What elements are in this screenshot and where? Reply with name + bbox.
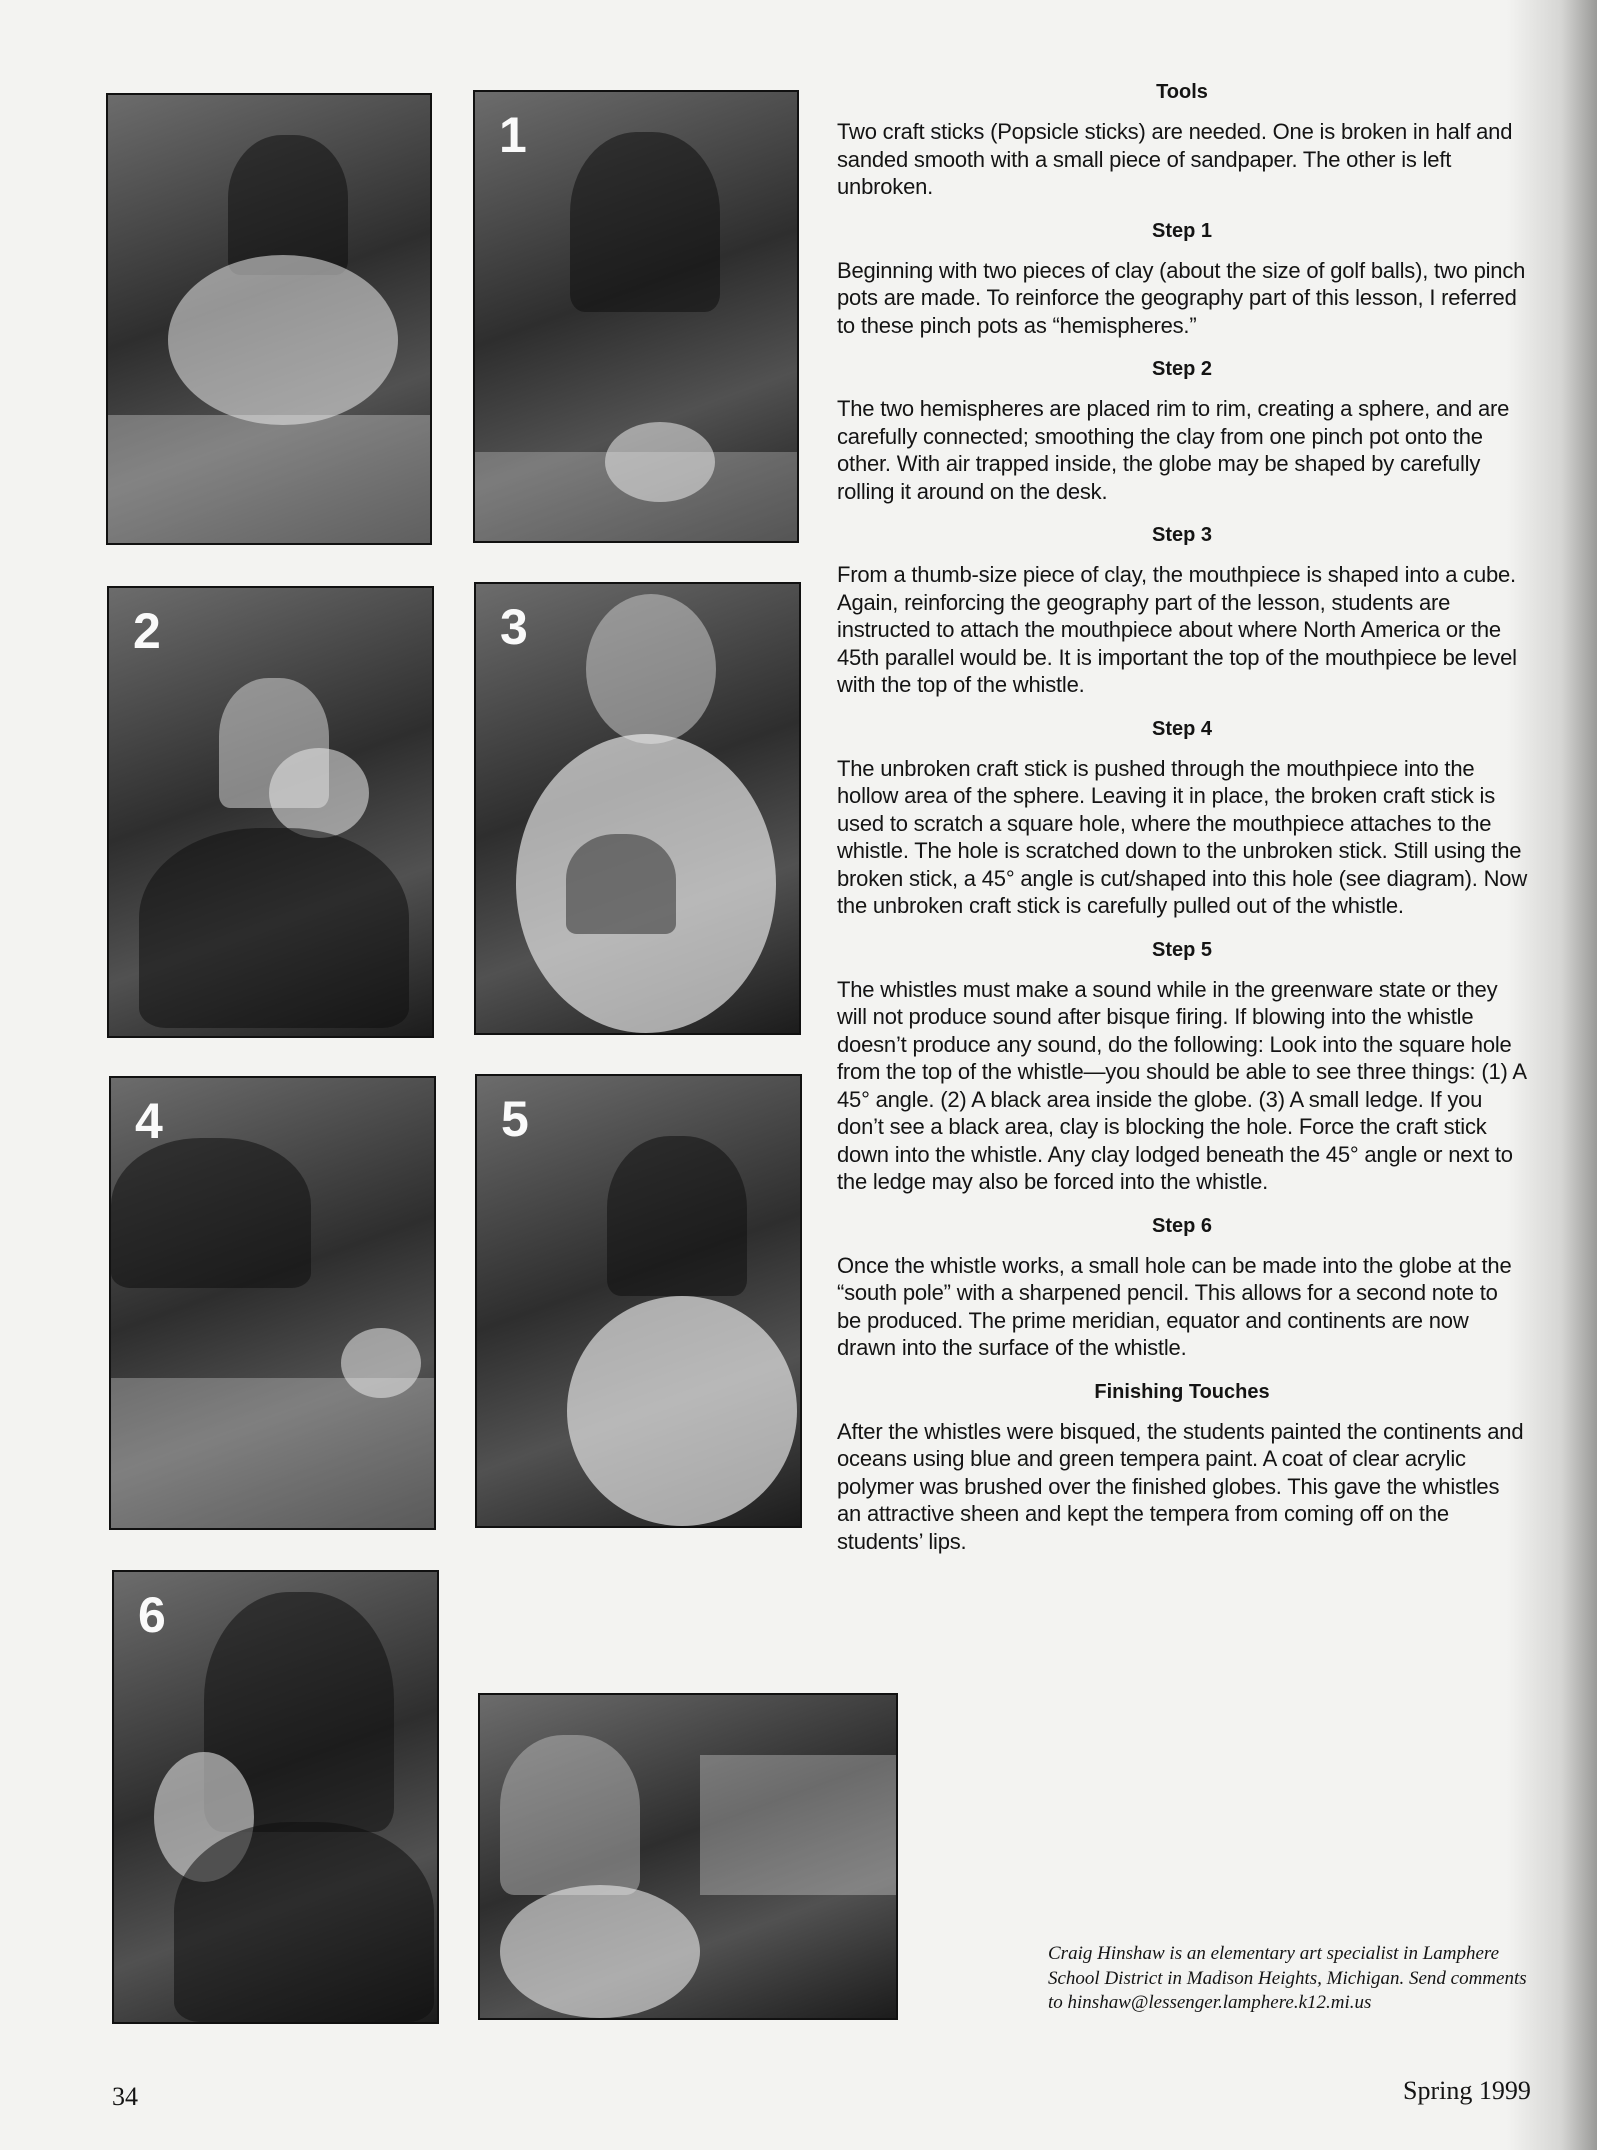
section-heading: Tools [1156,81,1208,103]
photo-step-3 [474,582,801,1035]
section-body: Two craft sticks (Popsicle sticks) are needed. One is broken in half and sanded smooth with a small piece of sandpaper. The other is left unbroken. [837,119,1513,199]
section-heading: Step 5 [1151,938,1213,961]
section-step-2 [837,357,1527,505]
section-step-6 [837,1214,1527,1362]
photo-intro [106,93,432,545]
photo-finished [478,1693,898,2020]
photo-step-5 [475,1074,802,1528]
section-step-3 [837,523,1527,699]
photo-number: 6 [138,1587,166,1643]
section-body: Once the whistle works, a small hole can be made into the globe at the “south pole” with a sharpened pencil. This allows for a second note to be produced. The prime meridian, equator and continents are now drawn into the surface of the whistle. [837,1252,1512,1360]
photo-number: 5 [501,1091,529,1147]
photo-number: 2 [133,603,161,659]
photo-number: 3 [500,599,528,655]
section-body: From a thumb-size piece of clay, the mouthpiece is shaped into a cube. Again, reinforcing the geography part of the lesson, students are instructed to attach the mouthpiece about where North America or the 45th parallel would be. It is important the top of the mouthpiece be level with the top of the whistle. [837,562,1517,697]
section-step-5 [837,938,1527,1196]
section-body: The unbroken craft stick is pushed through the mouthpiece into the hollow area of the sphere. Leaving it in place, the broken craft stick is used to scratch a square hole, where the mouthpiece attaches to the whistle. The hole is scratched down to the unbroken stick. Still using the broken stick, a 45° angle is cut/shaped into this hole (see diagram). Now the unbroken craft stick is carefully pulled out of the whistle. [837,755,1528,918]
section-body: The two hemispheres are placed rim to rim, creating a sphere, and are carefully connected; smoothing the clay from one pinch pot onto the other. With air trapped inside, the globe may be shaped by carefully rolling it around on the desk. [837,396,1510,504]
section-step-4 [837,717,1527,920]
section-body: The whistles must make a sound while in the greenware state or they will not produce sound after bisque firing. If blowing into the whistle doesn’t produce any sound, do the following: Look into the square hole from the top of the whistle—you should be able to see three things: (1) A 45° angle. (2) A black area inside the globe. (3) A small ledge. If you don’t see a black area, clay is blocking the hole. Force the craft stick down into the whistle. Any clay lodged beneath the 45° angle or next to the ledge may also be forced into the whistle. [837,976,1526,1194]
section-finishing-touches [837,1380,1527,1556]
photo-number: 4 [135,1093,163,1149]
section-tools [837,80,1527,201]
photo-step-2 [107,586,434,1038]
page-number: 34 [112,2082,138,2111]
article-text [837,80,1527,1573]
photo-step-6 [112,1570,439,2024]
section-heading: Step 3 [1151,524,1213,546]
author-bio: Craig Hinshaw is an elementary art specialist in Lamphere School District in Madison Heights, Michigan. Send comments to hinshaw@lessenger.lamphere.k12.mi.us [1048,1943,1527,2014]
section-heading: Step 4 [1151,717,1213,740]
issue-label: Spring 1999 [1403,2076,1531,2105]
photo-number: 1 [499,107,527,163]
section-step-1 [837,219,1527,340]
section-heading: Step 6 [1151,1214,1213,1237]
section-heading: Step 1 [1151,219,1213,242]
photo-step-4 [109,1076,436,1530]
section-heading: Finishing Touches [1094,1380,1270,1403]
section-body: After the whistles were bisqued, the students painted the continents and oceans using blue and green tempera paint. A coat of clear acrylic polymer was brushed over the finished globes. This gave the whistles an attractive sheen and kept the tempera from coming off on the students’ lips. [837,1418,1524,1554]
section-body: Beginning with two pieces of clay (about the size of golf balls), two pinch pots are made. To reinforce the geography part of this lesson, I referred to these pinch pots as “hemispheres.” [837,257,1526,338]
photo-step-1 [473,90,799,543]
section-heading: Step 2 [1151,358,1213,380]
